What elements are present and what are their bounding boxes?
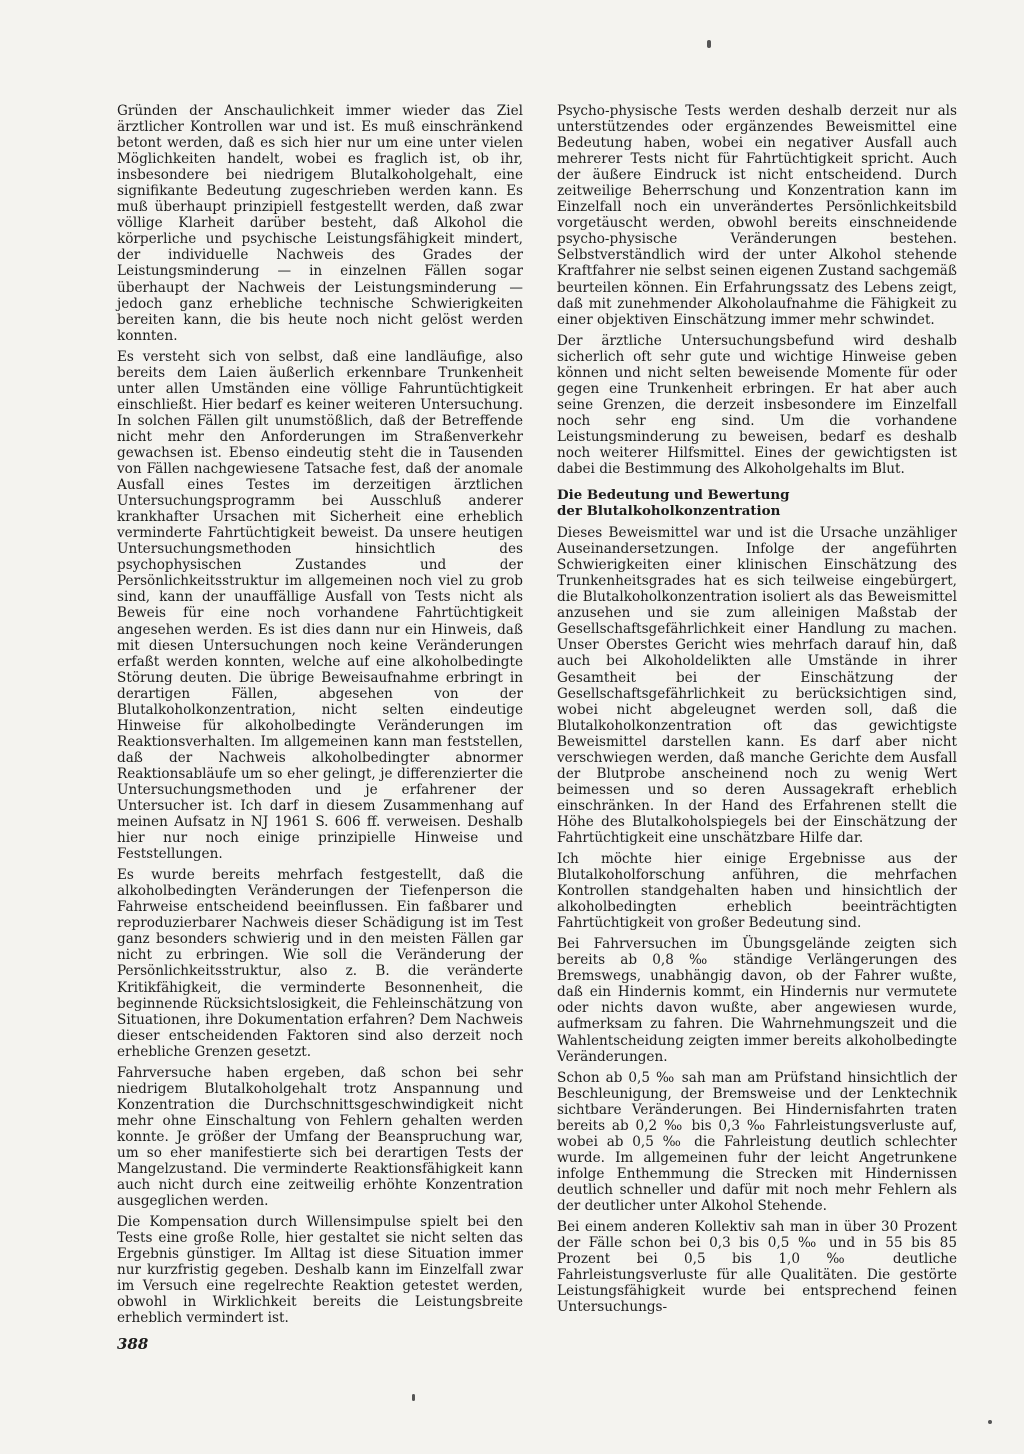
scan-mark: [988, 1420, 992, 1424]
scan-mark: [707, 40, 711, 48]
paragraph: Ich möchte hier einige Ergebnisse aus der Blutalkoholforschung anführen, die mehrfachen Kontrollen standgehalten haben und hinsichtlich der alkoholbedingten erheblich beeinträchtigten Fahrtüchtigkeit von großer Bedeutung sind.: [557, 851, 957, 932]
section-heading-line: Die Bedeutung und Bewertung: [557, 487, 790, 504]
section-heading: [557, 487, 957, 519]
section-heading-line: der Blutalkoholkonzentration: [557, 503, 781, 520]
paragraph: Der ärztliche Untersuchungsbefund wird deshalb sicherlich oft sehr gute und wichtige Hinweise geben können und nicht selten beweisende Momente für oder gegen eine Trunkenheit erbringen. Er hat aber auch seine Grenzen, die derzeit insbesondere im Einzelfall noch sehr eng sind. Um die vorhandene Leistungsminderung zu beweisen, bedarf es deshalb noch weiterer Hilfsmittel. Eines der gewichtigsten ist dabei die Bestimmung des Alkoholgehalts im Blut.: [557, 332, 957, 478]
paragraph: Die Kompensation durch Willensimpulse spielt bei den Tests eine große Rolle, hier gestaltet sie nicht selten das Ergebnis günstiger. Im Alltag ist diese Situation immer nur kurzfristig gegeben. Deshalb kann im Einzelfall zwar im Versuch eine regelrechte Reaktion getestet werden, obwohl in Wirklichkeit bereits die Leistungsbreite erheblich vermindert ist.: [117, 1214, 523, 1327]
paragraph: Bei einem anderen Kollektiv sah man in über 30 Prozent der Fälle schon bei 0,3 bis 0,5 ‰ und in 55 bis 85 Prozent bei 0,5 bis 1,0 ‰ deutliche Fahrleistungsverluste für alle Qualitäten. Die gestörte Leistungsfähigkeit wurde bei entsprechend feinen Untersuchungs-: [557, 1219, 957, 1316]
right-column: [557, 103, 957, 1320]
paragraph: Gründen der Anschaulichkeit immer wieder das Ziel ärztlicher Kontrollen war und ist. Es muß einschränkend betont werden, daß es sich hier nur um eine unter vielen Möglichkeiten handelt, wobei es fraglich ist, ob ihr, insbesondere bei niedrigem Blutalkoholgehalt, eine signifikante Bedeutung zugeschrieben werden kann. Es muß überhaupt prinzipiell festgestellt werden, daß zwar völlige Klarheit darüber besteht, daß Alkohol die körperliche und psychische Leistungsfähigkeit mindert, der individuelle Nachweis des Grades der Leistungsminderung — in einzelnen Fällen sogar überhaupt der Nachweis der Leistungsminderung — jedoch ganz erhebliche technische Schwierigkeiten bereiten kann, die bis heute noch nicht gelöst werden konnten.: [117, 103, 523, 344]
left-column: [117, 103, 523, 1332]
paragraph: Schon ab 0,5 ‰ sah man am Prüfstand hinsichtlich der Beschleunigung, der Bremsweise und der Lenktechnik sichtbare Veränderungen. Bei Hindernisfahrten traten bereits ab 0,2 ‰ bis 0,3 ‰ Fahrleistungsverluste auf, wobei ab 0,5 ‰ die Fahrleistung deutlich schlechter wurde. Im allgemeinen fuhr der leicht Angetrunkene infolge Enthemmung die Strecken mit Hindernissen deutlich schneller und dafür mit noch mehr Fehlern als der deutlicher unter Alkohol Stehende.: [557, 1069, 957, 1214]
paragraph: Psycho-physische Tests werden deshalb derzeit nur als unterstützendes oder ergänzendes Beweismittel eine Bedeutung haben, wobei ein negativer Ausfall auch mehrerer Tests nicht für Fahrtüchtigkeit spricht. Auch der äußere Eindruck ist nicht entscheidend. Durch zeitweilige Beherrschung und Konzentration kann im Einzelfall noch ein unverändertes Persönlichkeitsbild vorgetäuscht werden, obwohl bereits einschneidende psycho-physische Veränderungen bestehen. Selbstverständlich wird der unter Alkohol stehende Kraftfahrer nie selbst seinen eigenen Zustand sachgemäß beurteilen können. Ein Erfahrungssatz des Lebens zeigt, daß mit zunehmender Alkoholaufnahme die Fähigkeit zu einer objektiven Einschätzung immer mehr schwindet.: [557, 103, 957, 328]
paragraph: Dieses Beweismittel war und ist die Ursache unzähliger Auseinandersetzungen. Infolge der angeführten Schwierigkeiten einer klinischen Einschätzung des Trunkenheitsgrades hat es sich teilweise eingebürgert, die Blutalkoholkonzentration isoliert als das Beweismittel anzusehen und sie zum alleinigen Maßstab der Gesellschaftsgefährlichkeit einer Handlung zu machen. Unser Oberstes Gericht wies mehrfach darauf hin, daß auch bei Alkoholdelikten alle Umstände in ihrer Gesamtheit bei der Einschätzung der Gesellschaftsgefährlichkeit zu berücksichtigen sind, wobei nicht abgeleugnet werden soll, daß die Blutalkoholkonzentration oft das gewichtigste Beweismittel darstellen kann. Es darf aber nicht verschwiegen werden, daß manche Gerichte dem Ausfall der Blutprobe anscheinend noch zu wenig Wert beimessen und so deren Aussagekraft erheblich einschränken. In der Hand des Erfahrenen stellt die Höhe des Blutalkoholspiegels bei der Einschätzung der Fahrtüchtigkeit eine unschätzbare Hilfe dar.: [557, 525, 957, 846]
paragraph: Fahrversuche haben ergeben, daß schon bei sehr niedrigem Blutalkoholgehalt trotz Anspannung und Konzentration die Durchschnittsgeschwindigkeit nicht mehr ohne Einschaltung von Fehlern gehalten werden konnte. Je größer der Umfang der Beanspruchung war, um so eher manifestierte sich bei derartigen Tests der Mangelzustand. Die verminderte Reaktionsfähigkeit kann auch nicht durch eine zeitweilig erhöhte Konzentration ausgeglichen werden.: [117, 1064, 523, 1210]
paragraph: Bei Fahrversuchen im Übungsgelände zeigten sich bereits ab 0,8 ‰ ständige Verlängerungen des Bremswegs, unabhängig davon, ob der Fahrer wußte, daß ein Hindernis kommt, ein Hindernis nur vermutete oder nichts davon wußte, aber angewiesen wurde, aufmerksam zu fahren. Die Wahrnehmungszeit und die Wahlentscheidung zeigten immer bereits alkoholbedingte Veränderungen.: [557, 936, 957, 1065]
paragraph: Es versteht sich von selbst, daß eine landläufige, also bereits dem Laien äußerlich erkennbare Trunkenheit unter allen Umständen eine völlige Fahruntüchtigkeit einschließt. Hier bedarf es keiner weiteren Untersuchung. In solchen Fällen gilt unumstößlich, daß der Betreffende nicht mehr den Anforderungen im Straßenverkehr gewachsen ist. Ebenso eindeutig steht die in Tausenden von Fällen nachgewiesene Tatsache fest, daß der anomale Ausfall eines Testes im derzeitigen ärztlichen Untersuchungsprogramm bei Ausschluß anderer krankhafter Ursachen mit Sicherheit eine erheblich verminderte Fahrtüchtigkeit beweist. Da unsere heutigen Untersuchungsmethoden hinsichtlich des psychophysischen Zustandes und der Persönlichkeitsstruktur im allgemeinen noch viel zu grob sind, kann der unauffällige Ausfall von Tests nicht als Beweis für eine noch vorhandene Fahrtüchtigkeit angesehen werden. Es ist dies dann nur ein Hinweis, daß mit diesen Untersuchungen noch keine Veränderungen erfaßt werden konnten, welche auf eine alkoholbedingte Störung deuten. Die übrige Beweisaufnahme erbringt in derartigen Fällen, abgesehen von der Blutalkoholkonzentration, nicht selten eindeutige Hinweise für alkoholbedingte Veränderungen im Reaktionsverhalten. Im allgemeinen kann man feststellen, daß der Nachweis alkoholbedingter abnormer Reaktionsabläufe um so eher gelingt, je differenzierter die Untersuchungsmethoden und je erfahrener der Untersucher ist. Ich darf in diesem Zusammenhang auf meinen Aufsatz in NJ 1961 S. 606 ff. verweisen. Deshalb hier nur noch einige prinzipielle Hinweise und Feststellungen.: [117, 348, 523, 863]
page-number: 388: [117, 1335, 149, 1353]
paragraph: Es wurde bereits mehrfach festgestellt, daß die alkoholbedingten Veränderungen der Tiefenperson die Fahrweise entscheidend beeinflussen. Ein faßbarer und reproduzierbarer Nachweis dieser Schädigung ist im Test ganz besonders schwierig und in den meisten Fällen gar nicht zu erbringen. Wie soll die Veränderung der Persönlichkeitsstruktur, also z. B. die veränderte Kritikfähigkeit, die verminderte Besonnenheit, die beginnende Rücksichtslosigkeit, die Fehleinschätzung von Situationen, ihre Dokumentation erfahren? Dem Nachweis dieser entscheidenden Faktoren sind also derzeit noch erhebliche Grenzen gesetzt.: [117, 867, 523, 1060]
scan-mark: [412, 1394, 415, 1401]
